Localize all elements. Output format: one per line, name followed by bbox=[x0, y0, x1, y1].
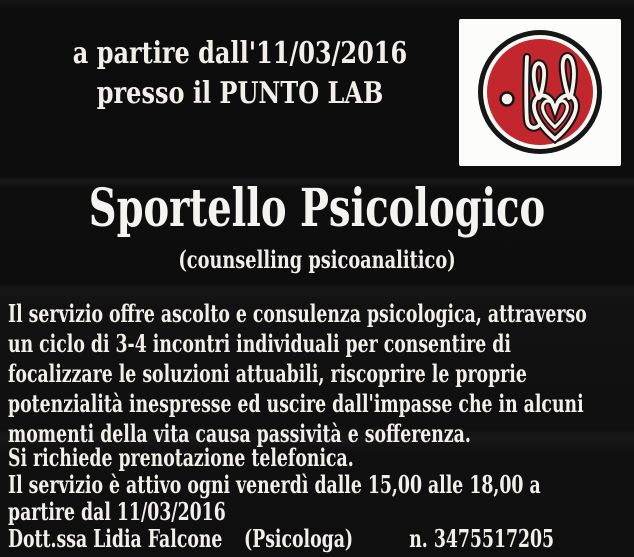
booking-info bbox=[8, 444, 613, 552]
body-line: Il servizio offre ascolto e consulenza psicologica, attraverso bbox=[8, 299, 587, 328]
start-date-line: a partire dall'11/03/2016 bbox=[72, 36, 408, 71]
venue-line: presso il PUNTO LAB bbox=[96, 76, 384, 111]
contact-name: Dott.ssa Lidia Falcone bbox=[8, 524, 223, 553]
body-line: potenzialità inespresse ed uscire dall'impasse che in alcuni bbox=[8, 389, 584, 418]
schedule-line-2: partire dal 11/03/2016 bbox=[8, 497, 226, 526]
contact-phone: n. 3475517205 bbox=[409, 524, 555, 553]
lab-heart-logo-icon bbox=[459, 19, 621, 166]
contact-line bbox=[8, 525, 613, 552]
poster-subtitle: (counselling psicoanalitico) bbox=[178, 245, 456, 274]
header-dates bbox=[48, 34, 432, 114]
body-line: momenti della vita causa passività e sofferenza. bbox=[8, 419, 471, 448]
body-line: focalizzare le soluzioni attuabili, riscoprire le proprie bbox=[8, 359, 527, 388]
service-description bbox=[8, 299, 613, 449]
punto-lab-logo bbox=[459, 19, 621, 166]
schedule-line: Il servizio è attivo ogni venerdì dalle 15,00 alle 18,00 a bbox=[8, 470, 541, 499]
logo-dot bbox=[501, 93, 514, 106]
contact-role: (Psicologa) bbox=[244, 524, 354, 553]
poster-title: Sportello Psicologico bbox=[88, 178, 546, 239]
booking-line: Si richiede prenotazione telefonica. bbox=[8, 443, 354, 472]
body-line: un ciclo di 3-4 incontri individuali per consentire di bbox=[8, 329, 511, 358]
